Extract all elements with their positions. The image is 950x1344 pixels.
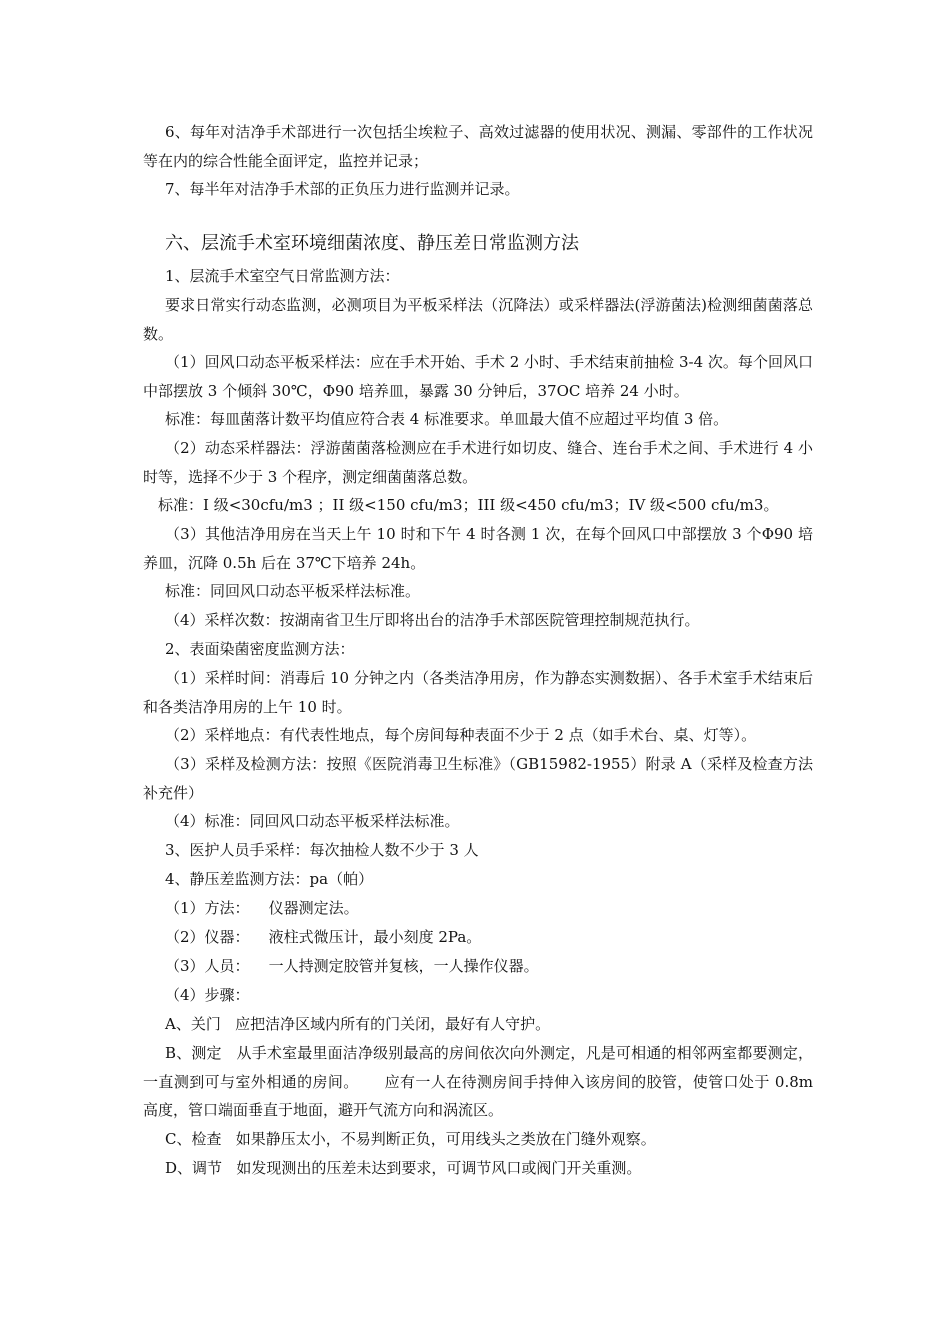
paragraph-standard-3: 标准：同回风口动态平板采样法标准。 (165, 582, 421, 600)
paragraph-standard-1: 标准：每皿菌落计数平均值应符合表 4 标准要求。单皿最大值不应超过平均值 3 倍。 (165, 410, 729, 428)
subsection-heading-1: 1、层流手术室空气日常监测方法： (165, 267, 400, 285)
subsection-heading-2: 2、表面染菌密度监测方法： (165, 640, 355, 658)
paragraph-sampling-time: （1）采样时间：消毒后 10 分钟之内（各类洁净用房，作为静态实测数据）、各手术室手术结束后和各类洁净用房的上午 10 时。 (143, 669, 813, 716)
paragraph-method-tool: （1）方法： 仪器测定法。 (165, 899, 359, 917)
paragraph-item-6: 6、每年对洁净手术部进行一次包括尘埃粒子、高效过滤器的使用状况、测漏、零部件的工作状况等在内的综合性能全面评定，监控并记录； (143, 123, 813, 170)
paragraph-method-2: （2）动态采样器法：浮游菌菌落检测应在手术进行如切皮、缝合、连台手术之间、手术进行 4 小时等，选择不少于 3 个程序，测定细菌菌落总数。 (143, 439, 813, 486)
subsection-heading-3: 3、医护人员手采样：每次抽检人数不少于 3 人 (165, 841, 479, 859)
paragraph-steps: （4）步骤： (165, 986, 250, 1004)
paragraph-method-1: （1）回风口动态平板采样法：应在手术开始、手术 2 小时、手术结束前抽检 3-4 次。每个回风口中部摆放 3 个倾斜 30℃，Φ90 培养皿，暴露 30 分钟后，37OC 培养 24 小时。 (143, 353, 813, 400)
paragraph-sampling-method: （3）采样及检测方法：按照《医院消毒卫生标准》（GB15982-1955）附录 A（采样及检查方法补充件） (143, 755, 813, 802)
paragraph-personnel: （3）人员： 一人持测定胶管并复核，一人操作仪器。 (165, 957, 539, 975)
subsection-heading-4: 4、静压差监测方法：pa（帕） (165, 870, 374, 888)
section-heading: 六、层流手术室环境细菌浓度、静压差日常监测方法 (165, 233, 579, 254)
paragraph-sampling-location: （2）采样地点：有代表性地点，每个房间每种表面不少于 2 点（如手术台、桌、灯等）。 (165, 726, 757, 744)
paragraph-method-4: （4）采样次数：按湖南省卫生厅即将出台的洁净手术部医院管理控制规范执行。 (165, 611, 700, 629)
step-c-check: C、检查 如果静压太小，不易判断正负，可用线头之类放在门缝外观察。 (165, 1130, 656, 1148)
paragraph-requirement: 要求日常实行动态监测，必测项目为平板采样法（沉降法）或采样器法(浮游菌法)检测细菌菌落总数。 (143, 296, 813, 343)
paragraph-method-3: （3）其他洁净用房在当天上午 10 时和下午 4 时各测 1 次，在每个回风口中部摆放 3 个Φ90 培养皿，沉降 0.5h 后在 37℃下培养 24h。 (143, 525, 813, 572)
paragraph-item-7: 7、每半年对洁净手术部的正负压力进行监测并记录。 (165, 180, 520, 198)
paragraph-instrument: （2）仪器： 液柱式微压计，最小刻度 2Pa。 (165, 928, 482, 946)
paragraph-standard-4: （4）标准：同回风口动态平板采样法标准。 (165, 812, 460, 830)
step-a-close-door: A、关门 应把洁净区域内所有的门关闭，最好有人守护。 (165, 1015, 551, 1033)
step-d-adjust: D、调节 如发现测出的压差未达到要求，可调节风口或阀门开关重测。 (165, 1159, 642, 1177)
paragraph-standard-2: 标准：I 级<30cfu/m3 ；II 级<150 cfu/m3；III 级<450 cfu/m3；IV 级<500 cfu/m3。 (158, 496, 779, 514)
step-b-measure: B、测定 从手术室最里面洁净级别最高的房间依次向外测定，凡是可相通的相邻两室都要测定，一直测到可与室外相通的房间。 应有一人在待测房间手持伸入该房间的胶管，使管口处于 0.8m 高度，管口端面垂直于地面，避开气流方向和涡流区。 (143, 1044, 818, 1119)
